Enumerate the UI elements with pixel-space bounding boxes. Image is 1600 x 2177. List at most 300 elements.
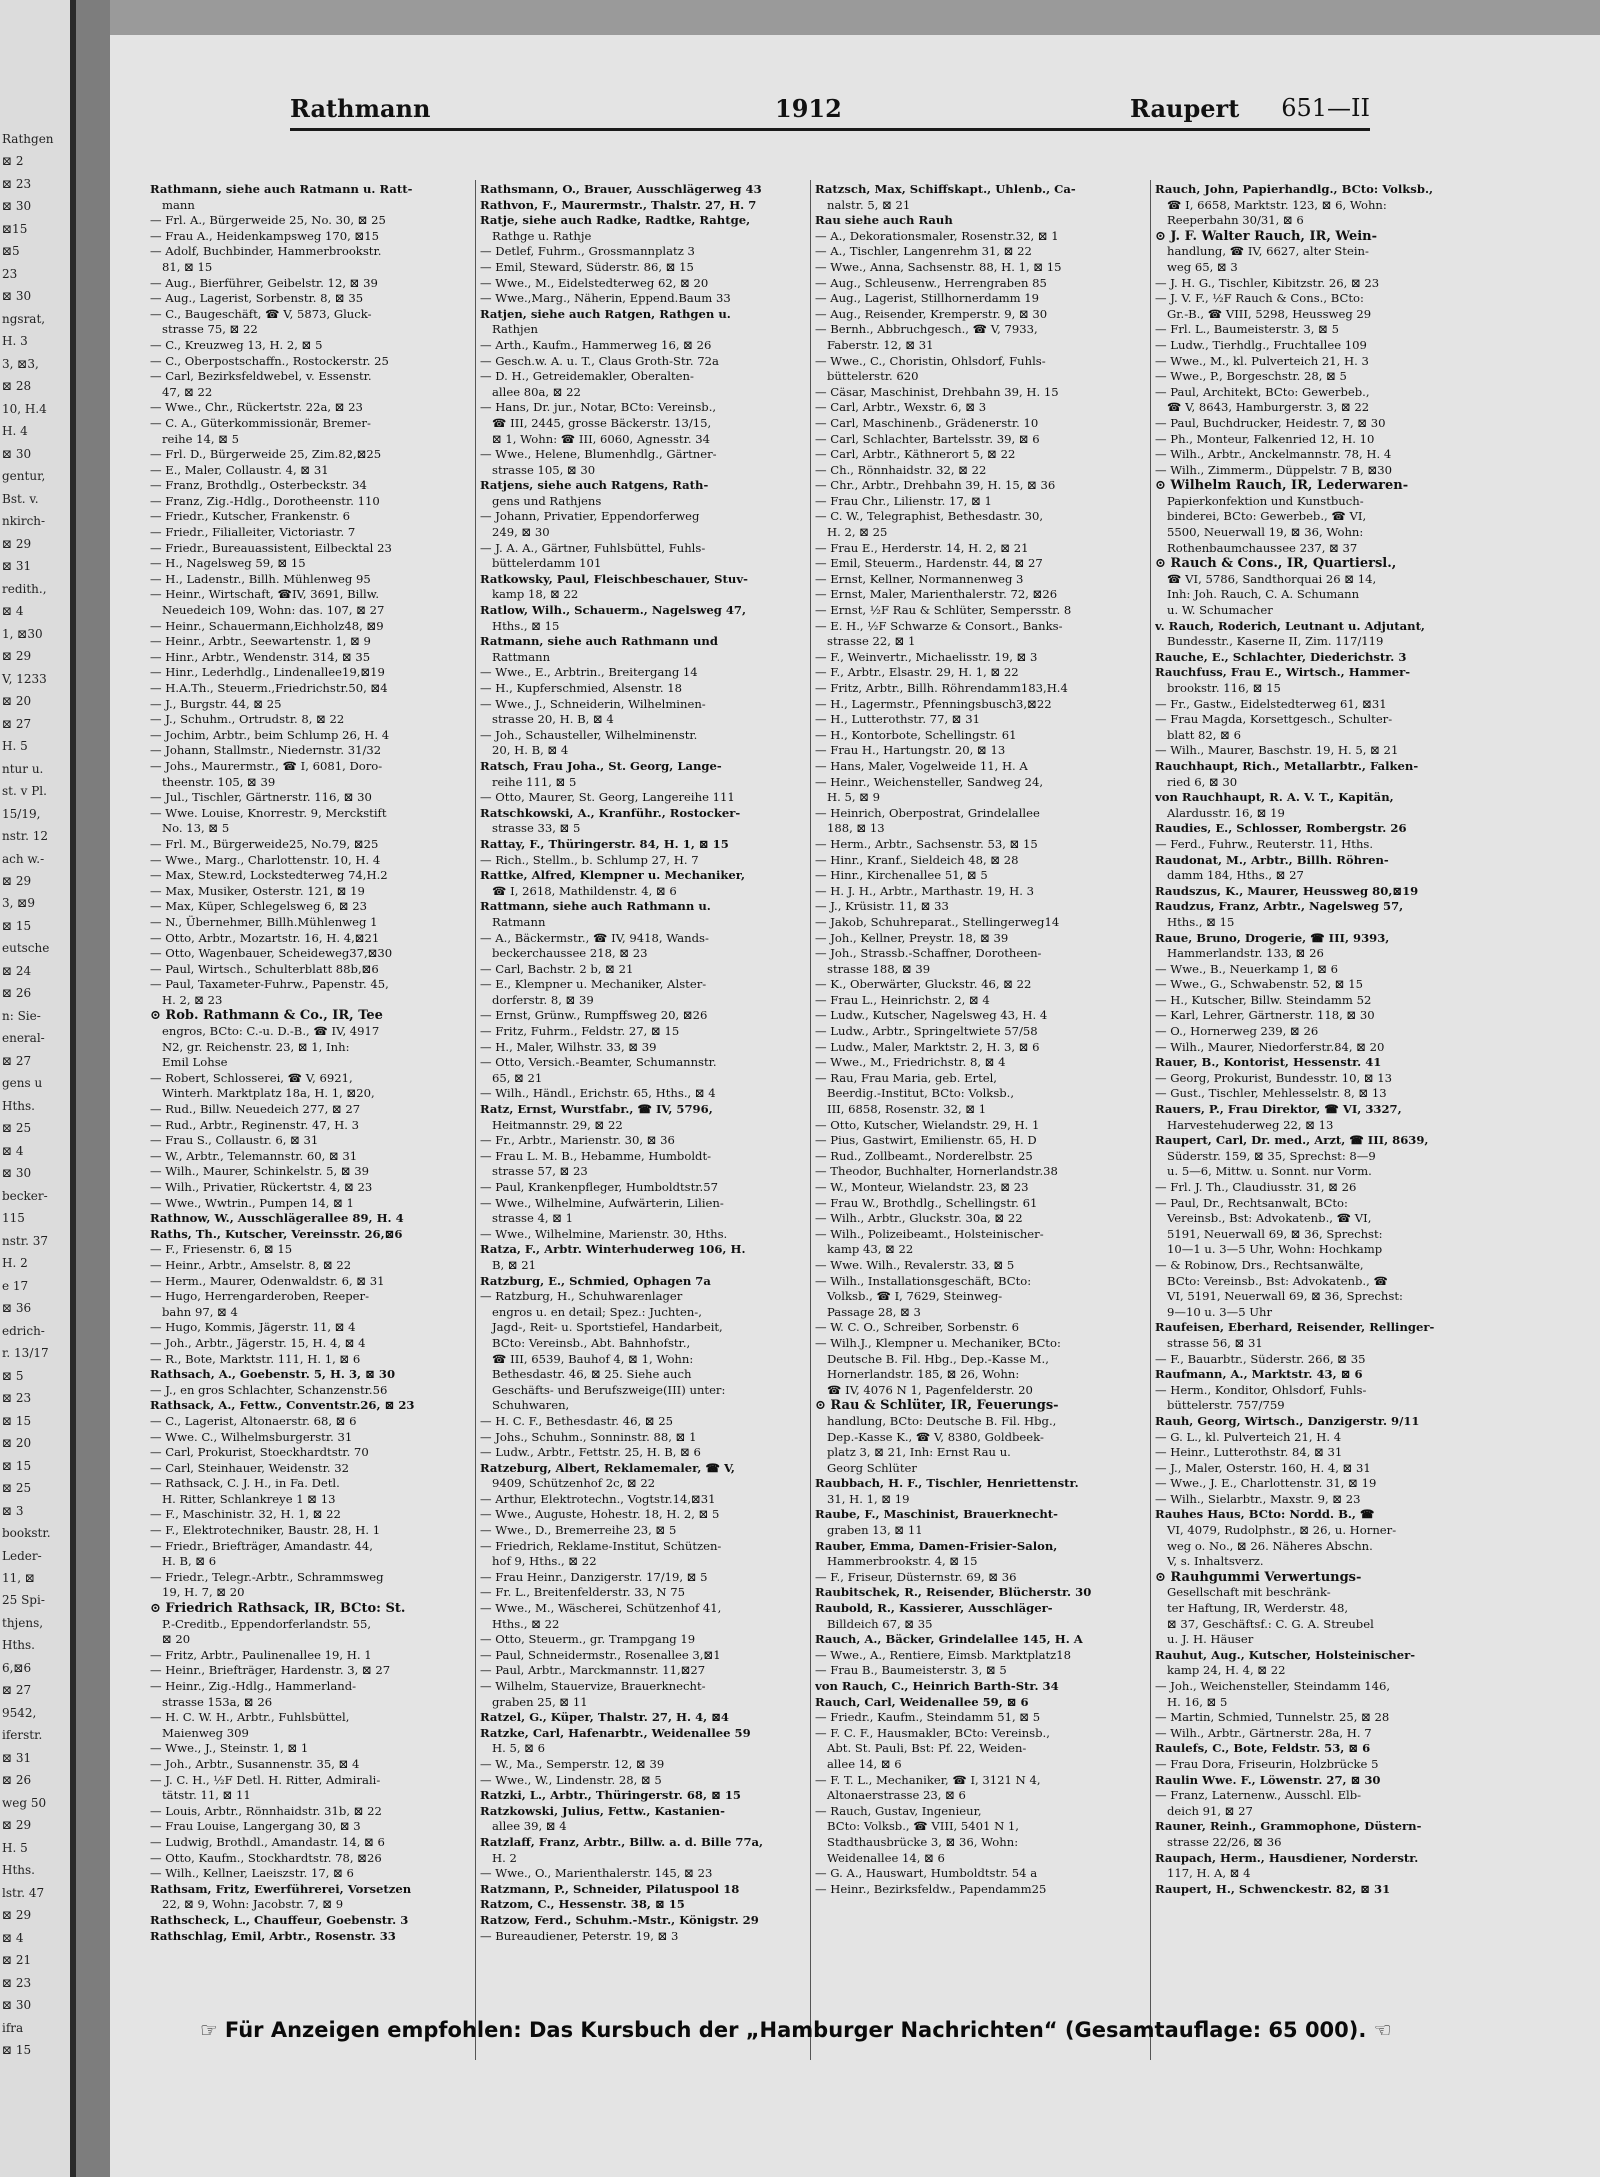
- directory-entry-line: — Hinr., Kranf., Sieldeich 48, ⊠ 28: [815, 852, 1019, 867]
- directory-entry-line: — Ludwig, Brothdl., Amandastr. 14, ⊠ 6: [150, 1834, 385, 1849]
- directory-entry-line: tätstr. 11, ⊠ 11: [162, 1788, 251, 1803]
- directory-entry-line: Altonaerstrasse 23, ⊠ 6: [827, 1788, 966, 1803]
- directory-entry-line: — Wwe., M., Eidelstedterweg 62, ⊠ 20: [480, 275, 709, 290]
- directory-entry-line: Ratzmann, P., Schneider, Pilatuspool 18: [480, 1881, 740, 1896]
- left-page-fragment: ⊠ 20: [2, 694, 32, 709]
- directory-entry-line: Volksb., ☎ I, 7629, Steinweg-: [827, 1289, 1003, 1304]
- directory-entry-line: — H., Lagermstr., Pfenningsbusch3,⊠22: [815, 696, 1052, 711]
- directory-entry-line: strasse 188, ⊠ 39: [827, 961, 931, 976]
- directory-entry-line: 19, H. 7, ⊠ 20: [162, 1585, 245, 1600]
- directory-entry-line: strasse 22, ⊠ 1: [827, 634, 916, 649]
- directory-entry-line: Hornerlandstr. 185, ⊠ 26, Wohn:: [827, 1367, 1020, 1382]
- directory-entry-line: engros, BCto: C.-u. D.-B., ☎ IV, 4917: [162, 1024, 380, 1039]
- directory-entry-line: Ratzel, G., Küper, Thalstr. 27, H. 4, ⊠4: [480, 1710, 729, 1725]
- directory-entry-line: binderei, BCto: Gewerbeb., ☎ VI,: [1167, 509, 1367, 524]
- directory-entry-line: — Otto, Kaufm., Stockhardtstr. 78, ⊠26: [150, 1850, 382, 1865]
- directory-entry-line: Raudonat, M., Arbtr., Billh. Röhren-: [1155, 852, 1389, 867]
- left-page-fragment: ⊠ 31: [2, 559, 32, 574]
- directory-entry-line: Ratzki, L., Arbtr., Thüringerstr. 68, ⊠ 15: [480, 1788, 741, 1803]
- directory-entry-line: — Wwe., Chr., Rückertstr. 22a, ⊠ 23: [150, 400, 363, 415]
- directory-entry-line: — Chr., Arbtr., Drehbahn 39, H. 15, ⊠ 36: [815, 478, 1056, 493]
- directory-entry-line: ⊠ 37, Geschäftsf.: C. G. A. Streubel: [1167, 1616, 1374, 1631]
- directory-entry-line: Ratzsch, Max, Schiffskapt., Uhlenb., Ca-: [815, 182, 1076, 196]
- directory-entry-line: — A., Bäckermstr., ☎ IV, 9418, Wands-: [480, 930, 709, 945]
- directory-entry-line: — Heinr., Arbtr., Seewartenstr. 1, ⊠ 9: [150, 634, 371, 649]
- directory-entry-line: bahn 97, ⊠ 4: [162, 1304, 238, 1319]
- directory-entry-line: Stadthausbrücke 3, ⊠ 36, Wohn:: [827, 1834, 1019, 1849]
- left-page-fragment: bookstr.: [2, 1526, 51, 1541]
- directory-entry-line: brookstr. 116, ⊠ 15: [1167, 681, 1281, 695]
- directory-entry-line: — Heinr., Weichensteller, Sandweg 24,: [815, 774, 1044, 789]
- directory-entry-line: — O., Hornerweg 239, ⊠ 26: [1155, 1024, 1319, 1039]
- left-page-fragment: 1, ⊠30: [2, 626, 43, 641]
- directory-entry-line: Raue, Bruno, Drogerie, ☎ III, 9393,: [1155, 930, 1390, 945]
- directory-entry-line: Rauche, E., Schlachter, Diederichstr. 3: [1155, 649, 1407, 664]
- directory-entry-line: — Wwe., P., Borgeschstr. 28, ⊠ 5: [1155, 369, 1347, 384]
- directory-entry-line: Geschäfts- und Berufszweige(III) unter:: [492, 1382, 726, 1397]
- left-page-fragment: ⊠ 23: [2, 1391, 32, 1406]
- left-page-fragment: ⊠ 30: [2, 289, 32, 304]
- left-page-fragment: ⊠ 25: [2, 1481, 32, 1496]
- directory-entry-line: Passage 28, ⊠ 3: [827, 1304, 921, 1319]
- directory-entry-line: — Fr., Arbtr., Marienstr. 30, ⊠ 36: [480, 1133, 675, 1148]
- directory-entry-line: Hammerlandstr. 133, ⊠ 26: [1167, 946, 1324, 961]
- left-page-fragment: H. 5: [2, 739, 28, 754]
- directory-entry-line: — Johann, Privatier, Eppendorferweg: [480, 509, 700, 524]
- directory-entry-line: — H., Ladenstr., Billh. Mühlenweg 95: [150, 571, 371, 586]
- directory-entry-line: allee 80a, ⊠ 22: [492, 384, 581, 399]
- left-page-fragment: ⊠ 36: [2, 1301, 32, 1316]
- directory-entry-line: büttelerstr. 757/759: [1167, 1398, 1285, 1413]
- left-page-fragment: gentur,: [2, 469, 46, 484]
- directory-entry-line: Ratje, siehe auch Radke, Radtke, Rahtge,: [480, 213, 751, 228]
- directory-entry-line: kamp 43, ⊠ 22: [827, 1242, 914, 1257]
- directory-entry-line: H. Ritter, Schlankreye 1 ⊠ 13: [162, 1491, 336, 1506]
- left-page-fragment: 115: [2, 1211, 25, 1226]
- directory-entry-line: — Wwe., Wilhelmine, Aufwärterin, Lilien-: [480, 1195, 724, 1210]
- directory-entry-line: — H., Maler, Wilhstr. 33, ⊠ 39: [480, 1039, 657, 1054]
- directory-entry-line: BCto: Volksb., ☎ VIII, 5401 N 1,: [827, 1819, 1019, 1834]
- directory-entry-line: Ratzkowski, Julius, Fettw., Kastanien-: [480, 1803, 725, 1818]
- directory-entry-line: ⊙ Rau & Schlüter, IR, Feuerungs-: [815, 1398, 1059, 1414]
- left-page-fragment: ⊠ 5: [2, 1368, 24, 1383]
- directory-entry-line: — C. A., Güterkommissionär, Bremer-: [150, 415, 371, 430]
- directory-entry-line: Heitmannstr. 29, ⊠ 22: [492, 1117, 623, 1132]
- directory-entry-line: — Wilh., Arbtr., Gluckstr. 30a, ⊠ 22: [815, 1211, 1023, 1226]
- directory-entry-line: strasse 75, ⊠ 22: [162, 322, 258, 337]
- directory-entry-line: reihe 111, ⊠ 5: [492, 774, 577, 789]
- directory-entry-line: von Rauch, C., Heinrich Barth-Str. 34: [815, 1679, 1059, 1693]
- directory-entry-line: Rauner, Reinh., Grammophone, Düstern-: [1155, 1819, 1422, 1834]
- directory-entry-line: VI, 5191, Neuerwall 69, ⊠ 36, Sprechst:: [1167, 1289, 1403, 1304]
- left-page-fragment: ⊠ 15: [2, 1413, 32, 1428]
- directory-entry-line: — Friedr., Bureauassistent, Eilbecktal 23: [150, 540, 392, 555]
- directory-entry-line: — Frau E., Herderstr. 14, H. 2, ⊠ 21: [815, 540, 1029, 555]
- directory-entry-line: blatt 82, ⊠ 6: [1167, 727, 1241, 742]
- directory-entry-line: — Carl, Steinhauer, Weidenstr. 32: [150, 1460, 349, 1475]
- directory-entry-line: — N., Übernehmer, Billh.Mühlenweg 1: [150, 914, 378, 929]
- directory-entry-line: — Hinr., Lederhdlg., Lindenallee19,⊠19: [150, 665, 385, 680]
- directory-entry-line: kamp 24, H. 4, ⊠ 22: [1167, 1663, 1286, 1678]
- directory-entry-line: V, s. Inhaltsverz.: [1167, 1554, 1264, 1569]
- left-page-fragment: iferstr.: [2, 1728, 43, 1743]
- left-page-fragment: Bst. v.: [2, 491, 39, 506]
- directory-entry-line: — Ludw., Maler, Marktstr. 2, H. 3, ⊠ 6: [815, 1039, 1040, 1054]
- directory-entry-line: ⊙ Friedrich Rathsack, IR, BCto: St.: [150, 1601, 406, 1617]
- left-page-fragment: Hths.: [2, 1638, 35, 1653]
- directory-entry-line: — H. C. F., Bethesdastr. 46, ⊠ 25: [480, 1413, 674, 1428]
- directory-entry-line: — Frl. D., Bürgerweide 25, Zim.82,⊠25: [150, 447, 382, 462]
- directory-entry-line: 47, ⊠ 22: [162, 384, 213, 399]
- directory-entry-line: H. 5, ⊠ 9: [827, 790, 881, 805]
- directory-entry-line: — Detlef, Fuhrm., Grossmannplatz 3: [480, 244, 695, 259]
- directory-entry-line: N2, gr. Reichenstr. 23, ⊠ 1, Inh:: [162, 1039, 350, 1054]
- directory-entry-line: — Louis, Arbtr., Rönnhaidstr. 31b, ⊠ 22: [150, 1803, 382, 1818]
- directory-entry-line: Ratjen, siehe auch Ratgen, Rathgen u.: [480, 306, 731, 321]
- left-page-fragment: V, 1233: [2, 671, 47, 686]
- directory-entry-line: — Ferd., Fuhrw., Reuterstr. 11, Hths.: [1155, 836, 1374, 851]
- directory-entry-line: strasse 57, ⊠ 23: [492, 1164, 588, 1179]
- directory-entry-line: Ratzow, Ferd., Schuhm.-Mstr., Königstr. 29: [480, 1912, 759, 1927]
- directory-entry-line: H. 16, ⊠ 5: [1167, 1694, 1228, 1709]
- directory-entry-line: ⊙ J. F. Walter Rauch, IR, Wein-: [1155, 228, 1377, 244]
- directory-entry-line: — Wilh., Kellner, Laeiszstr. 17, ⊠ 6: [150, 1866, 354, 1881]
- directory-entry-line: — F., Friseur, Düsternstr. 69, ⊠ 36: [815, 1569, 1017, 1584]
- directory-entry-line: beckerchaussee 218, ⊠ 23: [492, 946, 648, 961]
- directory-entry-line: — F. T. L., Mechaniker, ☎ I, 3121 N 4,: [815, 1772, 1041, 1787]
- directory-entry-line: — Wilh., Maurer, Baschstr. 19, H. 5, ⊠ 21: [1155, 743, 1399, 758]
- directory-entry-line: Raupach, Herm., Hausdiener, Norderstr.: [1155, 1850, 1419, 1865]
- header-last-name: Raupert: [1130, 94, 1240, 123]
- directory-entry-line: — Wwe., Wwtrin., Pumpen 14, ⊠ 1: [150, 1195, 354, 1210]
- directory-entry-line: — Carl, Bachstr. 2 b, ⊠ 21: [480, 961, 634, 976]
- directory-entry-line: Rauhut, Aug., Kutscher, Holsteinischer-: [1155, 1647, 1416, 1662]
- directory-entry-line: — Frau L., Heinrichstr. 2, ⊠ 4: [815, 992, 990, 1007]
- directory-entry-line: — Wwe., O., Marienthalerstr. 145, ⊠ 23: [480, 1866, 713, 1881]
- directory-entry-line: Weidenallee 14, ⊠ 6: [827, 1850, 945, 1865]
- directory-entry-line: — Paul, Arbtr., Marckmannstr. 11,⊠27: [480, 1663, 706, 1678]
- directory-entry-line: H. 5, ⊠ 6: [492, 1741, 546, 1756]
- directory-entry-line: — H., Kontorbote, Schellingstr. 61: [815, 727, 1017, 742]
- directory-entry-line: — Frau Dora, Friseurin, Holzbrücke 5: [1155, 1756, 1379, 1771]
- directory-entry-line: Rattmann: [492, 649, 551, 664]
- directory-entry-line: — Wwe., Wilhelmine, Marienstr. 30, Hths.: [480, 1226, 728, 1241]
- directory-entry-line: Hths., ⊠ 15: [492, 618, 560, 633]
- directory-entry-line: — Otto, Kutscher, Wielandstr. 29, H. 1: [815, 1117, 1040, 1132]
- directory-entry-line: — J. C. H., ½F Detl. H. Ritter, Admirali-: [150, 1772, 381, 1787]
- directory-entry-line: 249, ⊠ 30: [492, 525, 550, 540]
- left-page-fragment: ⊠ 20: [2, 1436, 32, 1451]
- left-page-fragment: n: Sie-: [2, 1008, 41, 1023]
- directory-entry-line: — Jakob, Schuhreparat., Stellingerweg14: [815, 914, 1060, 929]
- footer-text: Für Anzeigen empfohlen: Das Kursbuch der „Hamburger Nachrichten“ (Gesamtauflage: 65 000).: [224, 2018, 1367, 2042]
- left-page-fragment: becker-: [2, 1188, 48, 1203]
- directory-entry-line: — J. A. A., Gärtner, Fuhlsbüttel, Fuhls-: [480, 540, 706, 555]
- directory-entry-line: — Frau Magda, Korsettgesch., Schulter-: [1155, 712, 1393, 727]
- directory-entry-line: — E., Maler, Collaustr. 4, ⊠ 31: [150, 462, 329, 477]
- directory-entry-line: — Paul, Krankenpfleger, Humboldtstr.57: [480, 1180, 718, 1194]
- directory-entry-line: — J., Schuhm., Ortrudstr. 8, ⊠ 22: [150, 712, 345, 727]
- directory-entry-line: allee 39, ⊠ 4: [492, 1819, 567, 1834]
- left-page-fragment: eneral-: [2, 1031, 45, 1046]
- directory-entry-line: — G. A., Hauswart, Humboldtstr. 54 a: [815, 1866, 1038, 1881]
- directory-entry-line: Rauch, Carl, Weidenallee 59, ⊠ 6: [815, 1694, 1029, 1709]
- directory-entry-line: strasse 56, ⊠ 31: [1167, 1335, 1263, 1350]
- directory-entry-line: — Wilh., Polizeibeamt., Holsteinischer-: [815, 1226, 1044, 1241]
- directory-entry-line: Rathmann, siehe auch Ratmann u. Ratt-: [150, 182, 413, 196]
- directory-entry-line: — Aug., Lagerist, Stillhornerdamm 19: [815, 291, 1040, 306]
- directory-entry-line: — Wwe., Anna, Sachsenstr. 88, H. 1, ⊠ 15: [815, 259, 1062, 274]
- directory-entry-line: — H., Nagelsweg 59, ⊠ 15: [150, 556, 306, 571]
- left-page-fragment: ⊠ 15: [2, 918, 32, 933]
- directory-entry-line: — Joh., Arbtr., Susannenstr. 35, ⊠ 4: [150, 1756, 360, 1771]
- directory-entry-line: Rathge u. Rathje: [492, 228, 592, 243]
- directory-entry-line: Rothenbaumchaussee 237, ⊠ 37: [1167, 540, 1358, 555]
- directory-entry-line: allee 14, ⊠ 6: [827, 1756, 902, 1771]
- directory-entry-line: — C., Kreuzweg 13, H. 2, ⊠ 5: [150, 337, 323, 352]
- directory-entry-line: — Wilh., Maurer, Niedorferstr.84, ⊠ 20: [1155, 1039, 1385, 1054]
- directory-entry-line: Ratzburg, E., Schmied, Ophagen 7a: [480, 1273, 711, 1288]
- directory-entry-line: — Joh., Arbtr., Jägerstr. 15, H. 4, ⊠ 4: [150, 1335, 366, 1350]
- directory-entry-line: Maienweg 309: [162, 1725, 249, 1740]
- directory-entry-line: Raudzus, Franz, Arbtr., Nagelsweg 57,: [1155, 899, 1404, 914]
- left-page-fragment: nkirch-: [2, 514, 46, 529]
- directory-entry-line: — Wilh., Händl., Erichstr. 65, Hths., ⊠ 4: [480, 1086, 716, 1101]
- directory-entry-line: Raulin Wwe. F., Löwenstr. 27, ⊠ 30: [1155, 1772, 1381, 1787]
- directory-entry-line: — Emil, Steuerm., Hardenstr. 44, ⊠ 27: [815, 556, 1043, 571]
- directory-entry-line: — Herm., Konditor, Ohlsdorf, Fuhls-: [1155, 1382, 1367, 1397]
- directory-entry-line: — Gesch.w. A. u. T., Claus Groth-Str. 72a: [480, 353, 719, 368]
- directory-entry-line: — C., Oberpostschaffn., Rostockerstr. 25: [150, 353, 389, 368]
- left-page-fragment: 3, ⊠3,: [2, 356, 39, 371]
- directory-entry-line: Abt. St. Pauli, Bst: Pf. 22, Weiden-: [827, 1741, 1027, 1756]
- directory-entry-line: theenstr. 105, ⊠ 39: [162, 774, 276, 789]
- directory-entry-line: — E., Klempner u. Mechaniker, Alster-: [480, 977, 707, 992]
- advertisement-footer: [200, 2018, 1430, 2058]
- left-page-fragment: ⊠ 15: [2, 1458, 32, 1473]
- directory-entry-line: — Frau B., Baumeisterstr. 3, ⊠ 5: [815, 1663, 1007, 1678]
- directory-entry-line: — Wwe., J. E., Charlottenstr. 31, ⊠ 19: [1155, 1476, 1377, 1491]
- directory-entry-line: reihe 14, ⊠ 5: [162, 431, 240, 446]
- left-page-fragment: ⊠ 2: [2, 154, 24, 169]
- directory-entry-line: — Paul, Schneidermstr., Rosenallee 3,⊠1: [480, 1647, 721, 1662]
- directory-entry-line: — Wwe., Auguste, Hohestr. 18, H. 2, ⊠ 5: [480, 1507, 720, 1522]
- directory-entry-line: damm 184, Hths., ⊠ 27: [1167, 868, 1304, 883]
- directory-entry-line: — Friedr., Kutscher, Frankenstr. 6: [150, 509, 351, 524]
- directory-entry-line: büttelerstr. 620: [827, 369, 919, 384]
- left-page-fragment: 15/19,: [2, 806, 41, 821]
- directory-entry-line: 9409, Schützenhof 2c, ⊠ 22: [492, 1476, 656, 1491]
- left-page-fragment: H. 5: [2, 1840, 28, 1855]
- directory-entry-line: Ratjens, siehe auch Ratgens, Rath-: [480, 478, 709, 493]
- left-page-fragment: 3, ⊠9: [2, 896, 35, 911]
- directory-entry-line: Inh: Joh. Rauch, C. A. Schumann: [1167, 587, 1360, 602]
- directory-entry-line: — Wwe., C., Choristin, Ohlsdorf, Fuhls-: [815, 353, 1046, 368]
- left-page-fragment: 10, H.4: [2, 401, 47, 416]
- directory-entry-line: Rattmann, siehe auch Rathmann u.: [480, 899, 711, 914]
- left-page-fragment: ⊠ 27: [2, 716, 32, 731]
- directory-entry-line: Dep.-Kasse K., ☎ V, 8380, Goldbeek-: [827, 1429, 1044, 1444]
- left-page-fragment: H. 2: [2, 1256, 28, 1271]
- directory-entry-line: Ratzom, C., Hessenstr. 38, ⊠ 15: [480, 1897, 685, 1912]
- left-page-fragment: 6,⊠6: [2, 1660, 32, 1675]
- directory-entry-line: H. B, ⊠ 6: [162, 1554, 217, 1569]
- directory-entry-line: — Wilh., Installationsgeschäft, BCto:: [815, 1273, 1032, 1288]
- directory-entry-line: — Aug., Reisender, Kremperstr. 9, ⊠ 30: [815, 306, 1048, 321]
- directory-entry-line: III, 6858, Rosenstr. 32, ⊠ 1: [827, 1102, 987, 1117]
- directory-entry-line: — Otto, Steuerm., gr. Trampgang 19: [480, 1632, 696, 1647]
- directory-entry-line: BCto: Vereinsb., Abt. Bahnhofstr.,: [492, 1335, 691, 1350]
- directory-entry-line: — Aug., Schleusenw., Herrengraben 85: [815, 275, 1047, 290]
- directory-entry-line: — Frl. L., Baumeisterstr. 3, ⊠ 5: [1155, 322, 1339, 337]
- left-page-fragment: ⊠ 24: [2, 963, 32, 978]
- directory-entry-line: — Hans, Maler, Vogelweide 11, H. A: [815, 758, 1028, 773]
- directory-entry-line: — Frau A., Heidenkampsweg 170, ⊠15: [150, 228, 379, 243]
- directory-entry-line: — Franz, Brothdlg., Osterbeckstr. 34: [150, 478, 367, 493]
- directory-entry-line: Rathsack, A., Fettw., Conventstr.26, ⊠ 23: [150, 1398, 415, 1413]
- directory-entry-line: — Heinr., Arbtr., Amselstr. 8, ⊠ 22: [150, 1257, 352, 1272]
- directory-entry-line: — E. H., ½F Schwarze & Consort., Banks-: [815, 618, 1063, 633]
- directory-entry-line: — C., Baugeschäft, ☎ V, 5873, Gluck-: [150, 306, 372, 321]
- directory-entry-line: Rathscheck, L., Chauffeur, Goebenstr. 3: [150, 1912, 409, 1927]
- directory-entry-line: — Heinrich, Oberpostrat, Grindelallee: [815, 805, 1040, 820]
- directory-entry-line: Billdeich 67, ⊠ 35: [827, 1616, 933, 1631]
- directory-entry-line: — Otto, Versich.-Beamter, Schumannstr.: [480, 1055, 717, 1070]
- directory-entry-line: — Wwe. Wilh., Revalerstr. 33, ⊠ 5: [815, 1257, 1015, 1272]
- directory-entry-line: — Jochim, Arbtr., beim Schlump 26, H. 4: [150, 727, 390, 742]
- directory-entry-line: — Wwe., B., Neuerkamp 1, ⊠ 6: [1155, 961, 1339, 976]
- directory-entry-line: — Gust., Tischler, Mehlesselstr. 8, ⊠ 13: [1155, 1086, 1387, 1101]
- directory-entry-line: — Rathsack, C. J. H., in Fa. Detl.: [150, 1476, 340, 1491]
- directory-entry-line: — Emil, Steward, Süderstr. 86, ⊠ 15: [480, 259, 694, 274]
- directory-entry-line: — Fritz, Arbtr., Billh. Röhrendamm183,H.4: [815, 681, 1068, 695]
- directory-entry-line: Raudszus, K., Maurer, Heussweg 80,⊠19: [1155, 883, 1419, 898]
- directory-entry-line: — Frl. M., Bürgerweide25, No.79, ⊠25: [150, 836, 379, 851]
- directory-entry-line: — W. C. O., Schreiber, Sorbenstr. 6: [815, 1320, 1020, 1335]
- directory-entry-line: Raufeisen, Eberhard, Reisender, Rellinger-: [1155, 1320, 1435, 1335]
- directory-entry-line: ☎ IV, 4076 N 1, Pagenfelderstr. 20: [827, 1382, 1033, 1397]
- directory-entry-line: Rathsach, A., Goebenstr. 5, H. 3, ⊠ 30: [150, 1367, 396, 1382]
- directory-entry-line: — Heinr., Wirtschaft, ☎IV, 3691, Billw.: [150, 587, 380, 602]
- left-page-fragment: H. 3: [2, 334, 28, 349]
- left-page-fragment: 25 Spi-: [2, 1593, 45, 1608]
- directory-entry-line: — Ernst, Maler, Marienthalerstr. 72, ⊠26: [815, 587, 1058, 602]
- directory-entry-line: P.-Creditb., Eppendorferlandstr. 55,: [162, 1616, 372, 1631]
- directory-entry-line: — Wwe., M., Wäscherei, Schützenhof 41,: [480, 1601, 722, 1616]
- directory-entry-line: — Ludw., Arbtr., Springeltwiete 57/58: [815, 1024, 1038, 1039]
- left-page-fragment: ⊠ 30: [2, 1166, 32, 1181]
- left-page-fragment: ⊠ 21: [2, 1953, 32, 1968]
- directory-entry-line: handlung, BCto: Deutsche B. Fil. Hbg.,: [827, 1413, 1057, 1428]
- directory-entry-line: — J. H. G., Tischler, Kibitzstr. 26, ⊠ 23: [1155, 275, 1380, 290]
- directory-entry-line: — J., en gros Schlachter, Schanzenstr.56: [150, 1382, 388, 1397]
- directory-entry-line: Raupert, Carl, Dr. med., Arzt, ☎ III, 8639,: [1155, 1133, 1429, 1148]
- directory-entry-line: Hths., ⊠ 22: [492, 1616, 560, 1631]
- directory-entry-line: — D. H., Getreidemakler, Oberalten-: [480, 369, 694, 384]
- directory-entry-line: Ratzke, Carl, Hafenarbtr., Weidenallee 59: [480, 1725, 751, 1740]
- left-page-fragment: ⊠ 29: [2, 649, 32, 664]
- directory-entry-line: 10—1 u. 3—5 Uhr, Wohn: Hochkamp: [1167, 1242, 1383, 1257]
- directory-entry-line: — Carl, Maschinenb., Grädenerstr. 10: [815, 415, 1039, 430]
- directory-entry-line: — J., Burgstr. 44, ⊠ 25: [150, 696, 282, 711]
- left-page-fragment: thjens,: [2, 1615, 44, 1630]
- directory-entry-line: Rattay, F., Thüringerstr. 84, H. 1, ⊠ 15: [480, 836, 729, 851]
- directory-entry-line: — Wwe., M., kl. Pulverteich 21, H. 3: [1155, 353, 1369, 368]
- directory-entry-line: — Hugo, Kommis, Jägerstr. 11, ⊠ 4: [150, 1320, 356, 1335]
- directory-entry-line: Rathvon, F., Maurermstr., Thalstr. 27, H. 7: [480, 197, 757, 212]
- directory-entry-line: — Bureaudiener, Peterstr. 19, ⊠ 3: [480, 1928, 679, 1943]
- directory-entry-line: ⊙ Rob. Rathmann & Co., IR, Tee: [150, 1008, 383, 1024]
- header-year: 1912: [775, 94, 842, 123]
- directory-entry-line: — Wwe., M., Friedrichstr. 8, ⊠ 4: [815, 1055, 1006, 1070]
- directory-entry-line: — Wilh., Arbtr., Anckelmannstr. 78, H. 4: [1155, 447, 1392, 462]
- directory-entry-line: Rauh, Georg, Wirtsch., Danzigerstr. 9/11: [1155, 1413, 1420, 1428]
- directory-entry-line: Ratzeburg, Albert, Reklamemaler, ☎ V,: [480, 1460, 735, 1475]
- directory-entry-line: 5191, Neuerwall 69, ⊠ 36, Sprechst:: [1167, 1226, 1383, 1241]
- left-page-fragment: 9542,: [2, 1705, 37, 1720]
- left-page-fragment: ⊠ 23: [2, 1975, 32, 1990]
- directory-entry-line: ⊙ Rauhgummi Verwertungs-: [1155, 1569, 1362, 1585]
- directory-entry-line: — Rud., Zollbeamt., Norderelbstr. 25: [815, 1148, 1033, 1163]
- directory-entry-line: strasse 22/26, ⊠ 36: [1167, 1834, 1282, 1849]
- directory-entry-line: Ratkowsky, Paul, Fleischbeschauer, Stuv-: [480, 571, 748, 586]
- left-page-fragment: ⊠ 26: [2, 986, 32, 1001]
- left-page-fragment: Hths.: [2, 1098, 35, 1113]
- directory-entry-line: von Rauchhaupt, R. A. V. T., Kapitän,: [1155, 790, 1394, 805]
- directory-entry-line: deich 91, ⊠ 27: [1167, 1803, 1253, 1818]
- left-page-fragment: ⊠ 30: [2, 446, 32, 461]
- directory-entry-line: — Martin, Schmied, Tunnelstr. 25, ⊠ 28: [1155, 1710, 1390, 1725]
- directory-entry-line: Raubitschek, R., Reisender, Blücherstr. 30: [815, 1585, 1092, 1600]
- directory-entry-line: — Friedrich, Reklame-Institut, Schützen-: [480, 1538, 722, 1553]
- directory-entry-line: — A., Tischler, Langenrehm 31, ⊠ 22: [815, 244, 1032, 259]
- directory-entry-line: — Hinr., Kirchenallee 51, ⊠ 5: [815, 868, 988, 883]
- left-page-fragment: Leder-: [2, 1548, 42, 1563]
- directory-entry-line: — Wilh., Zimmerm., Düppelstr. 7 B, ⊠30: [1155, 462, 1392, 477]
- directory-entry-line: Georg Schlüter: [827, 1460, 917, 1475]
- directory-entry-line: — W., Arbtr., Telemannstr. 60, ⊠ 31: [150, 1148, 358, 1163]
- directory-entry-line: — Robert, Schlosserei, ☎ V, 6921,: [150, 1070, 353, 1085]
- directory-entry-line: — Friedr., Filialleiter, Victoriastr. 7: [150, 525, 356, 540]
- directory-column-3: [815, 182, 1160, 2082]
- directory-entry-line: — H.A.Th., Steuerm.,Friedrichstr.50, ⊠4: [150, 681, 388, 695]
- directory-entry-line: — Frau Chr., Lilienstr. 17, ⊠ 1: [815, 493, 992, 508]
- left-page-fragment: e 17: [2, 1278, 29, 1293]
- left-page-fragment: ⊠ 23: [2, 176, 32, 191]
- directory-entry-line: ☎ III, 2445, grosse Bäckerstr. 13/15,: [492, 415, 712, 430]
- directory-entry-line: Raufmann, A., Marktstr. 43, ⊠ 6: [1155, 1367, 1363, 1382]
- directory-entry-line: — H., Lutterothstr. 77, ⊠ 31: [815, 712, 980, 727]
- directory-entry-line: Raubbach, H. F., Tischler, Henriettenstr.: [815, 1476, 1079, 1491]
- directory-entry-line: — J., Krüsistr. 11, ⊠ 33: [815, 899, 949, 914]
- directory-column-4: [1155, 182, 1500, 2082]
- directory-entry-line: Rauber, Emma, Damen-Frisier-Salon,: [815, 1538, 1058, 1553]
- directory-entry-line: Rathsam, Fritz, Ewerführerei, Vorsetzen: [150, 1881, 412, 1896]
- directory-entry-line: — Wwe. Louise, Knorrestr. 9, Merckstift: [150, 805, 387, 820]
- directory-entry-line: — Herm., Maurer, Odenwaldstr. 6, ⊠ 31: [150, 1273, 385, 1288]
- left-page-fragment: ⊠ 27: [2, 1683, 32, 1698]
- directory-entry-line: — Johs., Maurermstr., ☎ I, 6081, Doro-: [150, 758, 383, 773]
- directory-entry-line: — Hans, Dr. jur., Notar, BCto: Vereinsb.,: [480, 400, 717, 415]
- directory-entry-line: kamp 18, ⊠ 22: [492, 587, 579, 602]
- directory-entry-line: Rauer, B., Kontorist, Hessenstr. 41: [1155, 1055, 1382, 1070]
- directory-entry-line: 188, ⊠ 13: [827, 821, 885, 836]
- directory-entry-line: — Rud., Billw. Neuedeich 277, ⊠ 27: [150, 1102, 361, 1117]
- directory-entry-line: 31, H. 1, ⊠ 19: [827, 1491, 910, 1506]
- directory-entry-line: — J., Maler, Osterstr. 160, H. 4, ⊠ 31: [1155, 1460, 1371, 1475]
- directory-entry-line: strasse 153a, ⊠ 26: [162, 1694, 273, 1709]
- directory-entry-line: — Wilh., Privatier, Rückertstr. 4, ⊠ 23: [150, 1180, 373, 1194]
